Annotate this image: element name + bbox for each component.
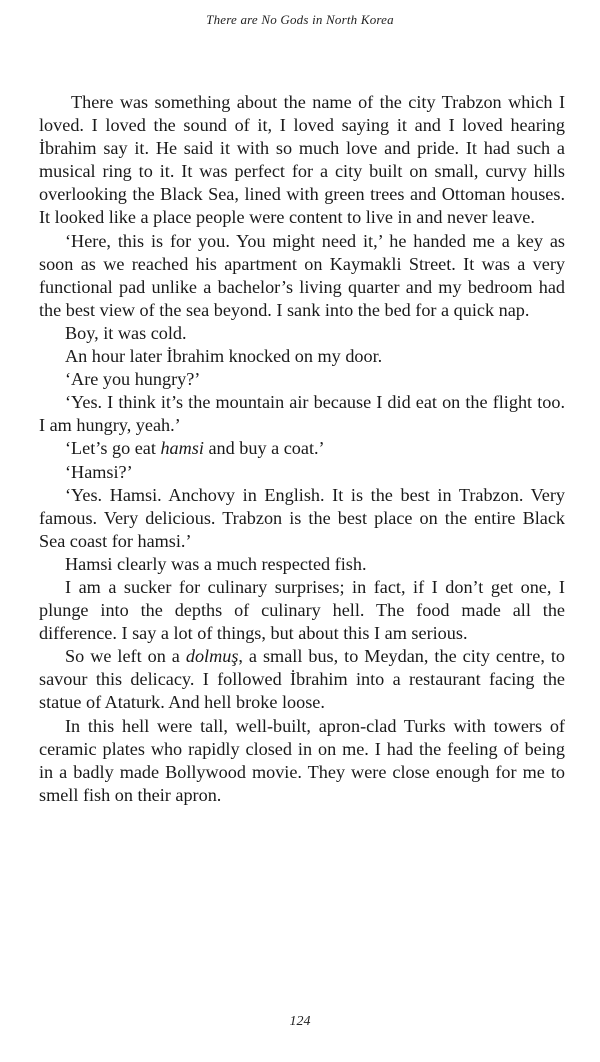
italic-term: hamsi bbox=[160, 438, 204, 459]
text-run: Hamsi clearly was a much respected fish. bbox=[65, 553, 367, 574]
text-run: An hour later İbrahim knocked on my door. bbox=[65, 346, 383, 367]
text-run: ‘Yes. Hamsi. Anchovy in English. It is the best in Trabzon. Very famous. Very delicious. Trabzon is the best place on the entire Black Sea coast for hamsi.’ bbox=[39, 484, 565, 551]
text-run: In this hell were tall, well-built, apron-clad Turks with towers of ceramic plates who rapidly closed in on me. I had the feeling of being in a badly made Bollywood movie. They were close enough for me to smell fish on their apron. bbox=[39, 715, 565, 805]
paragraph bbox=[39, 368, 565, 391]
text-run: There was something about the name of the city Trabzon which I loved. I loved the sound of it, I loved saying it and I loved hearing İbrahim say it. He said it with so much love and pride. It had such a musical ring to it. It was perfect for a city built on small, curvy hills overlooking the Black Sea, lined with green trees and Ottoman houses. It looked like a place people were content to live in and never leave. bbox=[39, 92, 565, 228]
text-run: Boy, it was cold. bbox=[65, 322, 187, 343]
italic-term: dolmuş bbox=[185, 646, 239, 667]
paragraph bbox=[39, 437, 565, 460]
paragraph bbox=[39, 715, 565, 807]
paragraph bbox=[39, 322, 565, 345]
paragraph bbox=[39, 230, 565, 322]
paragraph bbox=[39, 345, 565, 368]
paragraph bbox=[39, 391, 565, 437]
text-run: I am a sucker for culinary surprises; in fact, if I don’t get one, I plunge into the depths of culinary hell. The food made all the difference. I say a lot of things, but about this I am serious. bbox=[39, 576, 565, 644]
paragraph bbox=[39, 461, 565, 484]
body-text bbox=[39, 91, 565, 807]
text-run: ‘Are you hungry?’ bbox=[65, 369, 201, 390]
page-number: 124 bbox=[289, 1014, 311, 1029]
paragraph bbox=[39, 576, 565, 645]
text-run: and buy a coat.’ bbox=[203, 438, 325, 459]
paragraph bbox=[39, 484, 565, 553]
text-run: ‘Yes. I think it’s the mountain air because I did eat on the flight too. I am hungry, yeah.’ bbox=[39, 392, 565, 436]
text-run: ‘Let’s go eat bbox=[65, 438, 161, 459]
paragraph bbox=[39, 91, 565, 230]
paragraph bbox=[39, 645, 565, 714]
text-run: ‘Here, this is for you. You might need it,’ he handed me a key as soon as we reached his apartment on Kaymakli Street. It was a very functional pad unlike a bachelor’s living quarter and my bedroom had the best view of the sea beyond. I sank into the bed for a quick nap. bbox=[39, 230, 565, 320]
text-run: So we left on a bbox=[65, 646, 186, 667]
paragraph bbox=[39, 553, 565, 576]
text-run: , a small bus, to Meydan, the city centre, to savour this delicacy. I followed İbrahim into a restaurant facing the statue of Ataturk. And hell broke loose. bbox=[39, 646, 565, 713]
running-head: There are No Gods in North Korea bbox=[206, 12, 394, 27]
text-run: ‘Hamsi?’ bbox=[65, 461, 133, 482]
